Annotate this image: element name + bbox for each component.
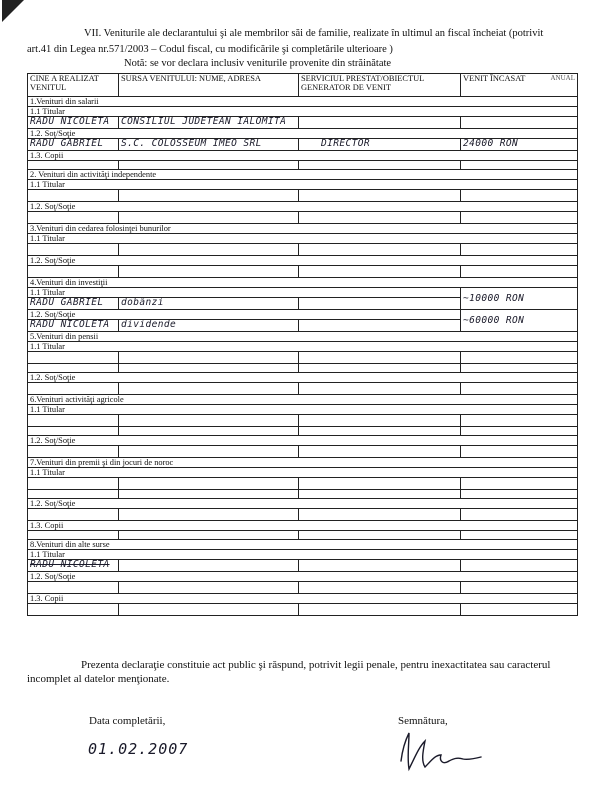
section-5-titular-label: 1.1 Titular xyxy=(28,342,578,352)
section-note: Notă: se vor declara inclusiv veniturile provenite din străinătate xyxy=(124,58,392,69)
section-8-titular-name: RADU NICOLETA xyxy=(28,560,119,572)
section-7-children-label: 1.3. Copii xyxy=(28,521,578,531)
section-5-title: 5.Venituri din pensii xyxy=(28,332,578,342)
section-1-titular-name: RADU NICOLETA xyxy=(28,117,119,129)
section-1-spouse-source: S.C. COLOSSEUM IMEO SRL xyxy=(119,139,299,151)
section-4-spouse-amount: ~60000 RON xyxy=(461,310,578,332)
signature-scribble xyxy=(395,727,487,775)
section-5-spouse-label: 1.2. Soţ/Soţie xyxy=(28,373,578,383)
column-header-service: SERVICIUL PRESTAT/OBIECTUL GENERATOR DE VENIT xyxy=(299,74,461,97)
column-header-income-label: VENIT ÎNCASAT xyxy=(463,74,526,83)
section-1-title: 1.Venituri din salarii xyxy=(28,97,578,107)
section-1-titular-label: 1.1 Titular xyxy=(28,107,578,117)
section-4-spouse-label: 1.2. Soţ/Soţie xyxy=(28,310,461,320)
section-1-titular-source: CONSILIUL JUDETEAN IALOMITA xyxy=(119,117,299,129)
section-7-titular-label: 1.1 Titular xyxy=(28,468,578,478)
section-1-spouse-name: RADU GABRIEL xyxy=(28,139,119,151)
section-4-titular-source: dobânzi xyxy=(119,298,299,310)
column-header-who: CINE A REALIZAT VENITUL xyxy=(28,74,119,97)
section-2-spouse-label: 1.2. Soţ/Soţie xyxy=(28,202,578,212)
section-4-spouse-source: dividende xyxy=(119,320,299,332)
section-2-title: 2. Venituri din activităţi independente xyxy=(28,170,578,180)
section-1-spouse-amount: 24000 RON xyxy=(461,139,578,151)
section-4-title: 4.Venituri din investiţii xyxy=(28,278,578,288)
section-8-titular-label: 1.1 Titular xyxy=(28,550,578,560)
section-7-spouse-label: 1.2. Soţ/Soţie xyxy=(28,499,578,509)
corner-scan-mark xyxy=(2,0,24,22)
section-8-children-label: 1.3. Copii xyxy=(28,594,578,604)
section-8-title: 8.Venituri din alte surse xyxy=(28,540,578,550)
section-heading-line2: art.41 din Legea nr.571/2003 – Codul fiscal, cu modificările şi completările ulterioare ) xyxy=(27,44,393,55)
section-4-titular-label: 1.1 Titular xyxy=(28,288,461,298)
section-3-title: 3.Venituri din cedarea folosinţei bunurilor xyxy=(28,224,578,234)
column-header-source: SURSA VENITULUI: NUME, ADRESA xyxy=(119,74,299,97)
income-table xyxy=(27,73,578,616)
section-1-spouse-service: DIRECTOR xyxy=(299,139,461,151)
column-header-row xyxy=(28,74,578,97)
signature-label: Semnătura, xyxy=(398,715,448,727)
legal-statement: Prezenta declaraţie constituie act public şi răspund, potrivit legii penale, pentru inexactitatea sau caracterul incomplet al datelor menţionate. xyxy=(27,659,551,685)
section-3-titular-label: 1.1 Titular xyxy=(28,234,578,244)
section-8-spouse-label: 1.2. Soţ/Soţie xyxy=(28,572,578,582)
column-header-annual: ANUAL xyxy=(550,74,575,82)
column-header-income xyxy=(461,74,578,97)
section-2-titular-label: 1.1 Titular xyxy=(28,180,578,190)
section-4-spouse-name: RADU NICOLETA xyxy=(28,320,119,332)
section-3-spouse-label: 1.2. Soţ/Soţie xyxy=(28,256,578,266)
section-7-title: 7.Venituri din premii şi din jocuri de noroc xyxy=(28,458,578,468)
section-1-children-label: 1.3. Copii xyxy=(28,151,578,161)
section-6-spouse-label: 1.2. Soţ/Soţie xyxy=(28,436,578,446)
date-label: Data completării, xyxy=(89,715,166,727)
section-heading-line1: VII. Veniturile ale declarantului şi ale membrilor săi de familie, realizate în ultimul an fiscal încheiat (potrivit xyxy=(84,28,544,39)
section-4-titular-name: RADU GABRIEL xyxy=(28,298,119,310)
section-4-titular-amount: ~10000 RON xyxy=(461,288,578,310)
date-value: 01.02.2007 xyxy=(88,740,189,758)
section-6-title: 6.Venituri activităţi agricole xyxy=(28,395,578,405)
section-1-spouse-label: 1.2. Soţ/Soţie xyxy=(28,129,578,139)
section-6-titular-label: 1.1 Titular xyxy=(28,405,578,415)
